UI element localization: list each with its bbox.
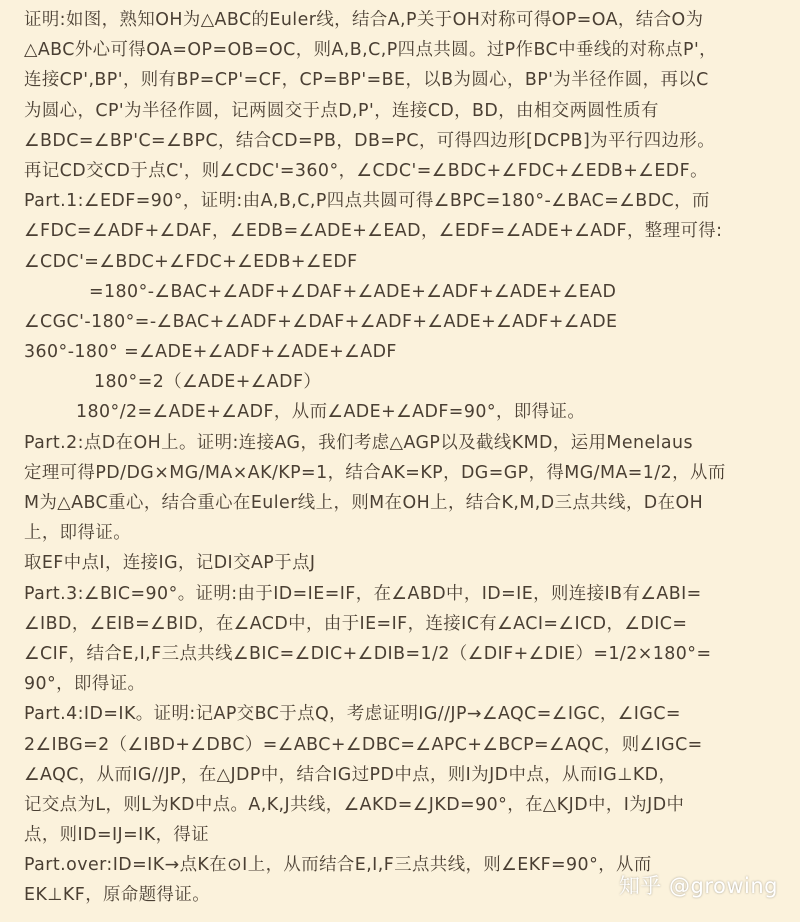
proof-text (24, 5, 792, 911)
text-line-4: 为圆心，CP'为半径作圆，记两圆交于点D,P'，连接CD，BD，由相交两圆性质有 (24, 100, 659, 121)
text-line-25: 2∠IBG=2（∠IBD+∠DBC）=∠ABC+∠DBC=∠APC+∠BCP=∠AQC，则∠IGC= (24, 734, 703, 755)
text-line-26: ∠AQC，从而IG//JP，在△JDP中，结合IG过PD中点，则I为JD中点，从而IG⊥KD， (24, 764, 677, 785)
equation-line-2: =180°-∠BAC+∠ADF+∠DAF+∠ADE+∠ADF+∠ADE+∠EAD (89, 281, 617, 302)
part-over-heading-line: Part.over:ID=IK→点K在⊙I上，从而结合E,I,F三点共线，则∠EKF=90°，从而 (24, 855, 652, 876)
text-line-17: M为△ABC重心，结合重心在Euler线上，则M在OH上，结合K,M,D三点共线，D在OH (24, 493, 704, 513)
zhihu-watermark: 知乎 @growing (618, 874, 778, 898)
equation-line-5: 180°=2（∠ADE+∠ADF） (94, 372, 322, 393)
equation-line-3: ∠CGC'-180°=-∠BAC+∠ADF+∠DAF+∠ADF+∠ADE+∠ADF+∠ADE (24, 311, 618, 332)
equation-line-1: ∠CDC'=∠BDC+∠FDC+∠EDB+∠EDF (24, 251, 358, 272)
equation-line-6: 180°/2=∠ADE+∠ADF，从而∠ADE+∠ADF=90°，即得证。 (76, 402, 586, 423)
part1-heading-line: Part.1:∠EDF=90°，证明:由A,B,C,P四点共圆可得∠BPC=180°-∠BAC=∠BDC，而 (24, 191, 710, 212)
part2-heading-line: Part.2:点D在OH上。证明:连接AG，我们考虑△AGP以及截线KMD，运用Menelaus (24, 432, 694, 453)
text-line-30: EK⊥KF，原命题得证。 (24, 885, 211, 906)
text-line-2: △ABC外心可得OA=OP=OB=OC，则A,B,C,P四点共圆。过P作BC中垂线的对称点P'， (24, 40, 718, 61)
text-line-28: 点，则ID=IJ=IK，得证 (24, 825, 210, 846)
equation-line-4: 360°-180° =∠ADE+∠ADF+∠ADE+∠ADF (24, 342, 397, 363)
text-line-18: 上，即得证。 (24, 523, 132, 544)
text-line-19: 取EF中点I，连接IG，记DI交AP于点J (24, 553, 316, 574)
text-line-1: 证明:如图，熟知OH为△ABC的Euler线，结合A,P关于OH对称可得OP=OA，结合O为 (24, 10, 704, 30)
text-line-8: ∠FDC=∠ADF+∠DAF，∠EDB=∠ADE+∠EAD，∠EDF=∠ADE+∠ADF，整理可得: (24, 221, 723, 242)
text-line-5: ∠BDC=∠BP'C=∠BPC，结合CD=PB，DB=PC，可得四边形[DCPB]为平行四边形。 (24, 130, 716, 151)
text-line-27: 记交点为L，则L为KD中点。A,K,J共线，∠AKD=∠JKD=90°，在△KJD中，I为JD中 (24, 794, 685, 815)
text-line-16: 定理可得PD/DG×MG/MA×AK/KP=1，结合AK=KP，DG=GP，得MG/MA=1/2，从而 (24, 462, 726, 483)
part3-heading-line: Part.3:∠BIC=90°。证明:由于ID=IE=IF，在∠ABD中，ID=IE，则连接IB有∠ABI= (24, 583, 702, 604)
text-line-6: 再记CD交CD于点C'，则∠CDC'=360°，∠CDC'=∠BDC+∠FDC+∠EDB+∠EDF。 (24, 160, 708, 181)
text-line-3: 连接CP',BP'，则有BP=CP'=CF，CP=BP'=BE，以B为圆心，BP'为半径作圆，再以C (24, 70, 709, 91)
part4-heading-line: Part.4:ID=IK。证明:记AP交BC于点Q，考虑证明IG//JP→∠AQC=∠IGC，∠IGC= (24, 704, 681, 725)
text-line-23: 90°，即得证。 (24, 674, 146, 695)
text-line-22: ∠CIF，结合E,I,F三点共线∠BIC=∠DIC+∠DIB=1/2（∠DIF+∠DIE）=1/2×180°= (24, 643, 712, 664)
text-line-21: ∠IBD，∠EIB=∠BID，在∠ACD中，由于IE=IF，连接IC有∠ACI=∠ICD，∠DIC= (24, 613, 688, 634)
